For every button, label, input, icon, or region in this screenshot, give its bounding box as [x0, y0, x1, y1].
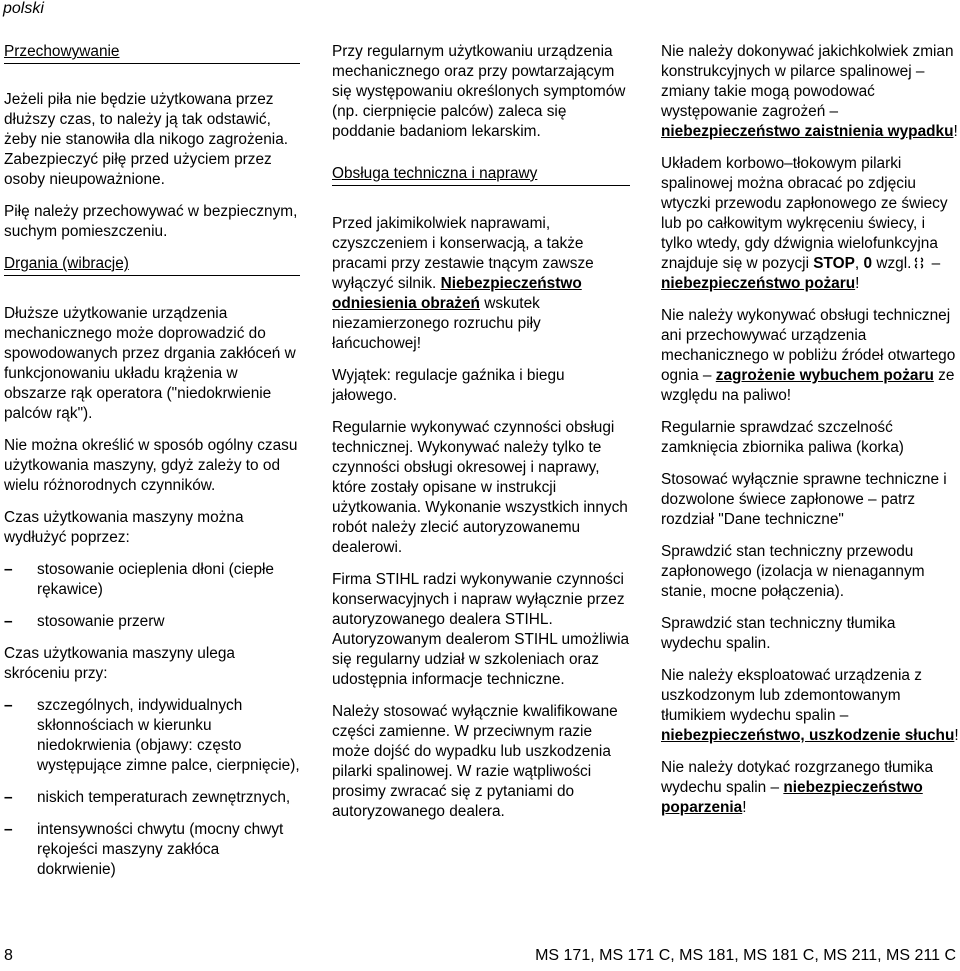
warning-text: niebezpieczeństwo zaistnienia wypadku — [661, 123, 954, 140]
paragraph: Jeżeli piła nie będzie użytkowana przez dłuższy czas, to należy ją tak odstawić, żeby nie stanowiła dla nikogo zagrożenia. Zabezpieczyć piłę przed użyciem przez osoby nieupoważnione. — [4, 91, 289, 188]
text: , — [854, 255, 864, 272]
text: Przed jakimikolwiek naprawami, czyszczeniem i konserwacją, a także pracami przy zestawie tnącym zawsze wyłączyć silnik. — [332, 215, 594, 292]
paragraph: Nie można określić w sposób ogólny czasu użytkowania maszyny, gdyż zależy to od wielu różnorodnych czynników. — [4, 437, 298, 494]
paragraph: Czas użytkowania maszyny można wydłużyć poprzez: — [4, 509, 244, 546]
list-item: – stosowanie przerw — [4, 612, 300, 632]
text: Nie należy dokonywać jakichkolwiek zmian konstrukcyjnych w pilarce spalinowej – zmiany takie mogą powodować występowanie zagrożeń – — [661, 43, 954, 120]
text: Układem korbowo–tłokowym pilarki spalinowej można obracać po zdjęciu wtyczki przewodu zapłonowego ze świecy lub po całkowitym wykręceniu świecy, i tylko wtedy, gdy dźwignia wielofunkcyjna znajduje się w pozycji — [661, 155, 948, 272]
paragraph — [661, 42, 959, 142]
column-2 — [332, 42, 630, 834]
heading-storage: Przechowywanie — [4, 42, 300, 64]
text: ! — [953, 123, 958, 140]
paragraph: Piłę należy przechowywać w bezpiecznym, suchym pomieszczeniu. — [4, 203, 298, 240]
paragraph — [332, 214, 630, 354]
text: – — [927, 255, 941, 272]
column-3 — [661, 42, 959, 830]
language-label: polski — [3, 0, 44, 17]
paragraph: Dłuższe użytkowanie urządzenia mechanicznego może doprowadzić do spowodowanych przez drgania zakłóceń w funkcjonowaniu układu krążenia w obszarze rąk operatora ("niedokrwienie palców rąk"). — [4, 305, 296, 422]
paragraph: Należy stosować wyłącznie kwalifikowane części zamienne. W przeciwnym razie może dojść do wypadku lub uszkodzenia pilarki spalinowej. W razie wątpliwości prosimy zwracać się z pytaniami do autoryzowanego dealera. — [332, 703, 618, 820]
paragraph: Czas użytkowania maszyny ulega skróceniu przy: — [4, 645, 235, 682]
list-item: – intensywności chwytu (mocny chwyt rękojeści maszyny zakłóca dokrwienie) — [4, 820, 300, 880]
text: ! — [855, 275, 860, 292]
warning-text: Niebezpieczeństwo odniesienia obrażeń — [332, 275, 582, 312]
dash-list-extend — [4, 560, 300, 632]
text: Nie należy dotykać rozgrzanego tłumika wydechu spalin – — [661, 759, 934, 796]
paragraph — [661, 154, 959, 294]
text: Nie należy wykonywać obsługi technicznej ani przechowywać urządzenia mechanicznego w pobliżu źródeł otwartego ognia – — [661, 307, 956, 384]
paragraph: Sprawdzić stan techniczny tłumika wydechu spalin. — [661, 615, 896, 652]
paragraph — [661, 306, 959, 406]
text: wzgl. — [872, 255, 912, 272]
paragraph: Regularnie wykonywać czynności obsługi technicznej. Wykonywać należy tylko te czynności obsługi okresowej i naprawy, które zostały opisane w instrukcji użytkowania. Wykonanie wszystkich innych robót należy zlecić autoryzowanemu dealerowi. — [332, 419, 628, 556]
dash-list-shorten — [4, 696, 300, 880]
text: Nie należy eksploatować urządzenia z uszkodzonym lub zdemontowanym tłumikiem wydechu spalin – — [661, 667, 922, 724]
warning-text: niebezpieczeństwo poparzenia — [661, 779, 923, 816]
paragraph: Wyjątek: regulacje gaźnika i biegu jałowego. — [332, 367, 565, 404]
list-item: – niskich temperaturach zewnętrznych, — [4, 788, 300, 808]
paragraph: Regularnie sprawdzać szczelność zamknięcia zbiornika paliwa (korka) — [661, 419, 904, 456]
paragraph: Przy regularnym użytkowaniu urządzenia mechanicznego oraz przy powtarzającym się występowaniu określonych symptomów (np. cierpnięcie palców) zaleca się poddanie badaniom lekarskim. — [332, 43, 626, 140]
paragraph: Sprawdzić stan techniczny przewodu zapłonowego (izolacja w nienagannym stanie, mocne połączenia). — [661, 543, 925, 600]
model-list: MS 171, MS 171 C, MS 181, MS 181 C, MS 211, MS 211 C — [535, 947, 956, 964]
warning-text: niebezpieczeństwo pożaru — [661, 275, 856, 292]
warning-text: zagrożenie wybuchem pożaru — [715, 367, 934, 384]
heading-vibration: Drgania (wibracje) — [4, 254, 300, 276]
stop-label: STOP — [813, 255, 855, 272]
list-item: – stosowanie ocieplenia dłoni (ciepłe rękawice) — [4, 560, 300, 600]
zero-label: 0 — [863, 255, 873, 272]
column-1 — [4, 42, 300, 892]
text: wskutek niezamierzonego rozruchu piły łańcuchowej! — [332, 295, 541, 352]
paragraph — [661, 758, 959, 818]
paragraph — [661, 666, 959, 746]
page-number: 8 — [4, 947, 13, 964]
warning-text: niebezpieczeństwo, uszkodzenie słuchu — [661, 727, 955, 744]
text: ! — [742, 799, 747, 816]
paragraph: Stosować wyłącznie sprawne techniczne i dozwolone świece zapłonowe – patrz rozdział "Dane techniczne" — [661, 471, 947, 528]
text: ! — [954, 727, 959, 744]
paragraph: Firma STIHL radzi wykonywanie czynności konserwacyjnych i napraw wyłącznie przez autoryzowanego dealera STIHL. Autoryzowanym dealerom STIHL umożliwia się regularny udział w szkoleniach oraz udostępnia informacje techniczne. — [332, 571, 630, 688]
text: ze względu na paliwo! — [661, 367, 955, 404]
list-item: – szczególnych, indywidualnych skłonnościach w kierunku niedokrwienia (objawy: często występujące zimne palce, cierpnięcie), — [4, 696, 300, 776]
stop-symbol-icon — [914, 256, 924, 270]
heading-maintenance: Obsługa techniczna i naprawy — [332, 164, 630, 186]
